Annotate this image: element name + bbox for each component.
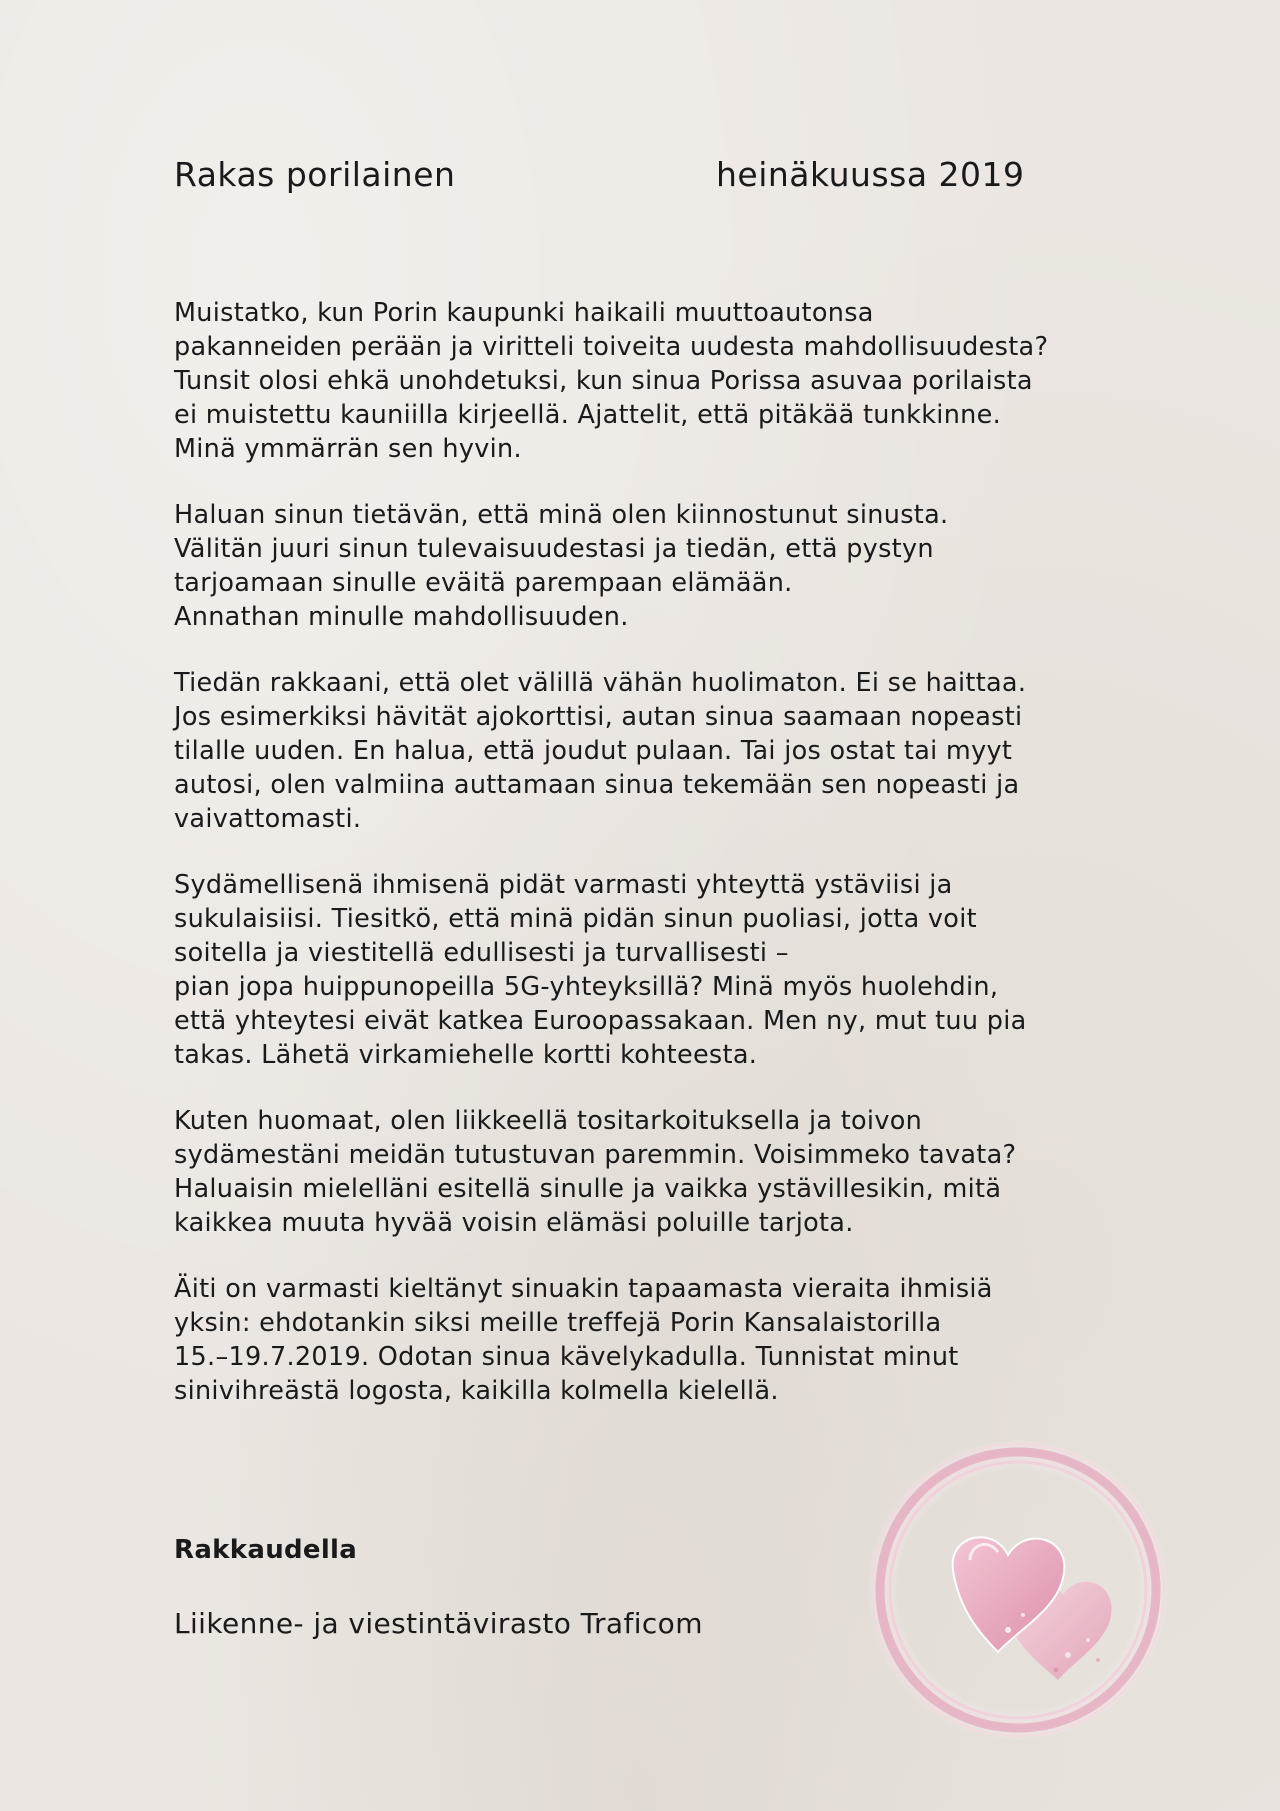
body-line: Tiedän rakkaani, että olet välillä vähän huolimaton. Ei se haittaa. (174, 668, 1027, 698)
body-line: ei muistettu kauniilla kirjeellä. Ajattelit, että pitäkää tunkkinne. (174, 400, 1002, 430)
signature: Liikenne- ja viestintävirasto Traficom (174, 1607, 703, 1640)
body-line: pakanneiden perään ja viritteli toiveita uudesta mahdollisuudesta? (174, 332, 1049, 362)
paragraph-5 (174, 1104, 1134, 1240)
body-line: vaivattomasti. (174, 804, 362, 834)
body-line: kaikkea muuta hyvää voisin elämäsi poluille tarjota. (174, 1208, 854, 1238)
body-line: Muistatko, kun Porin kaupunki haikaili muuttoautonsa (174, 298, 874, 328)
closing: Rakkaudella (174, 1535, 358, 1565)
letter-body (174, 296, 1134, 1440)
body-line: Välitän juuri sinun tulevaisuudestasi ja tiedän, että pystyn (174, 534, 934, 564)
body-line: sydämestäni meidän tutustuvan paremmin. Voisimmeko tavata? (174, 1140, 1017, 1170)
salutation: Rakas porilainen (174, 155, 456, 194)
body-line: Haluan sinun tietävän, että minä olen kiinnostunut sinusta. (174, 500, 949, 530)
heart-seal-icon (858, 1430, 1178, 1750)
paragraph-1 (174, 296, 1134, 466)
body-line: tarjoamaan sinulle eväitä parempaan elämään. (174, 568, 793, 598)
body-line: Tunsit olosi ehkä unohdetuksi, kun sinua Porissa asuvaa porilaista (174, 366, 1033, 396)
body-line: Minä ymmärrän sen hyvin. (174, 434, 522, 464)
body-line: autosi, olen valmiina auttamaan sinua tekemään sen nopeasti ja (174, 770, 1020, 800)
body-line: Äiti on varmasti kieltänyt sinuakin tapaamasta vieraita ihmisiä (174, 1274, 993, 1304)
body-line: Haluaisin mielelläni esitellä sinulle ja vaikka ystävillesikin, mitä (174, 1174, 1002, 1204)
paragraph-2 (174, 498, 1134, 634)
body-line: että yhteytesi eivät katkea Euroopassakaan. Men ny, mut tuu pia (174, 1006, 1027, 1036)
body-line: 15.–19.7.2019. Odotan sinua kävelykadulla. Tunnistat minut (174, 1342, 959, 1372)
paragraph-3 (174, 666, 1134, 836)
body-line: pian jopa huippunopeilla 5G-yhteyksillä? Minä myös huolehdin, (174, 972, 999, 1002)
body-line: Jos esimerkiksi hävität ajokorttisi, autan sinua saamaan nopeasti (174, 702, 1023, 732)
paragraph-6 (174, 1272, 1134, 1408)
body-line: tilalle uuden. En halua, että joudut pulaan. Tai jos ostat tai myyt (174, 736, 1013, 766)
body-line: takas. Lähetä virkamiehelle kortti kohteesta. (174, 1040, 758, 1070)
body-line: soitella ja viestitellä edullisesti ja turvallisesti – (174, 938, 789, 968)
body-line: Kuten huomaat, olen liikkeellä tositarkoituksella ja toivon (174, 1106, 923, 1136)
body-line: Sydämellisenä ihmisenä pidät varmasti yhteyttä ystäviisi ja (174, 870, 953, 900)
body-line: sukulaisiisi. Tiesitkö, että minä pidän sinun puoliasi, jotta voit (174, 904, 977, 934)
paragraph-4 (174, 868, 1134, 1072)
body-line: sinivihreästä logosta, kaikilla kolmella kielellä. (174, 1376, 779, 1406)
letter-header (174, 155, 1054, 205)
body-line: yksin: ehdotankin siksi meille treffejä Porin Kansalaistorilla (174, 1308, 942, 1338)
letter-date: heinäkuussa 2019 (716, 155, 1025, 194)
body-line: Annathan minulle mahdollisuuden. (174, 602, 629, 632)
